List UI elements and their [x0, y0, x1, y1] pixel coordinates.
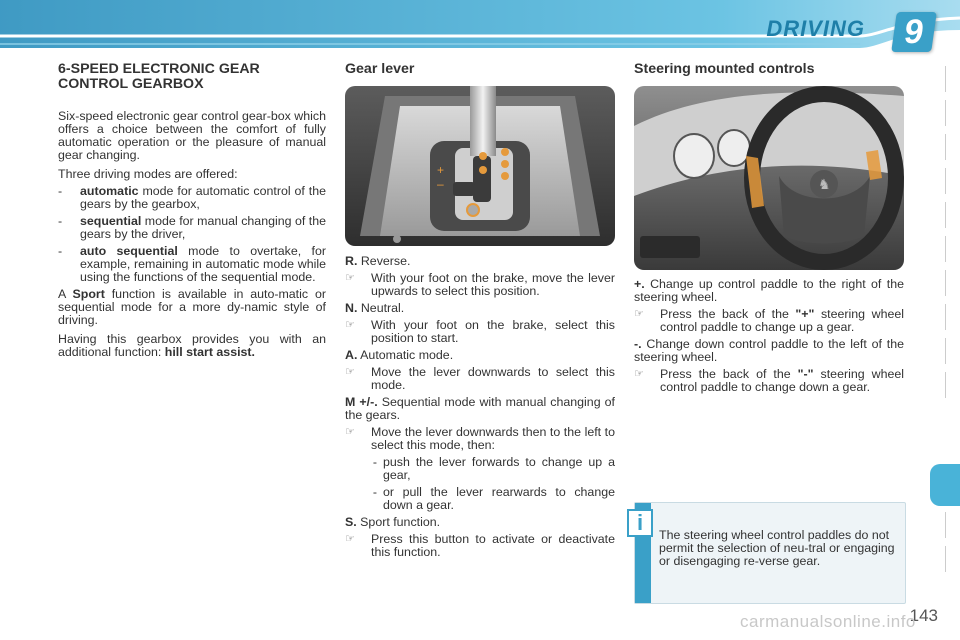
- steering-entries: [634, 278, 904, 398]
- hill-start-paragraph: Having this gearbox provides you with an additional function: hill start assist.: [58, 332, 326, 359]
- instruction-sport: ☞ Press this button to activate or deactivate this function.: [345, 532, 615, 559]
- chapter-tab[interactable]: [931, 236, 946, 262]
- instruction-neutral: ☞ With your foot on the brake, select this position to start.: [345, 318, 615, 345]
- gearbox-intro: Six-speed electronic gear control gear-box which offers a choice between the comfort of fully automatic operation or the pleasure of manual gear changing.: [58, 109, 326, 162]
- chapter-tab[interactable]: [931, 134, 946, 160]
- entry-neutral: N. Neutral.: [345, 301, 405, 315]
- pointer-icon: ☞: [345, 533, 355, 545]
- chapter-number-badge: 9: [891, 12, 937, 52]
- pointer-icon: ☞: [345, 366, 355, 378]
- gear-lever-title: Gear lever: [345, 61, 415, 77]
- pointer-icon: ☞: [345, 272, 355, 284]
- entry-reverse: R. Reverse.: [345, 254, 411, 268]
- steering-title: Steering mounted controls: [634, 61, 815, 77]
- mode-sequential: - sequential mode for manual changing of the gears by the driver,: [58, 214, 326, 241]
- chapter-tab[interactable]: [931, 66, 946, 92]
- chapter-tab[interactable]: [931, 338, 946, 364]
- pointer-icon: ☞: [345, 426, 355, 438]
- entry-automatic: A. Automatic mode.: [345, 348, 454, 362]
- entry-minus-paddle: -. Change down control paddle to the left of the steering wheel.: [634, 337, 904, 364]
- svg-text:–: –: [437, 177, 444, 191]
- modes-intro: Three driving modes are offered:: [58, 167, 238, 181]
- chapter-tabs: [930, 66, 960, 576]
- chapter-title: DRIVING: [766, 16, 865, 41]
- chapter-tab[interactable]: [931, 546, 946, 572]
- instruction-plus-paddle: ☞ Press the back of the "+" steering wheel control paddle to change up a gear.: [634, 307, 904, 334]
- chapter-tab[interactable]: [931, 270, 946, 296]
- mode-auto-sequential: - auto sequential mode to overtake, for example, remaining in automatic mode while using the functions of the sequential mode.: [58, 244, 326, 284]
- entry-sport: S. Sport function.: [345, 515, 441, 529]
- entry-sequential: M +/-. Sequential mode with manual changing of the gears.: [345, 395, 615, 422]
- instruction-minus-paddle: ☞ Press the back of the "-" steering wheel control paddle to change down a gear.: [634, 367, 905, 394]
- gear-lever-section: [345, 62, 615, 77]
- gear-lever-entries: [345, 255, 615, 563]
- chapter-tab[interactable]: [931, 168, 946, 194]
- gearbox-section: [58, 62, 326, 365]
- chapter-tab-active[interactable]: [930, 464, 960, 506]
- info-icon: i: [627, 509, 653, 537]
- gearbox-title: 6-SPEED ELECTRONIC GEAR CONTROL GEARBOX: [58, 61, 260, 92]
- info-text: The steering wheel control paddles do not permit the selection of neu-tral or engaging or disengaging re-verse gear.: [659, 528, 895, 568]
- pointer-icon: ☞: [345, 319, 355, 331]
- svg-text:♞: ♞: [818, 176, 831, 192]
- steering-section: [634, 62, 904, 77]
- chapter-tab[interactable]: [931, 512, 946, 538]
- pointer-icon: ☞: [634, 308, 644, 320]
- chapter-tab[interactable]: [931, 202, 946, 228]
- gear-lever-illustration: [345, 86, 615, 246]
- sub-item-up: - push the lever forwards to change up a gear,: [372, 455, 615, 482]
- instruction-sequential: ☞ Move the lever downwards then to the left to select this mode, then:: [345, 425, 615, 452]
- sport-paragraph: A Sport function is available in auto-matic or sequential mode for a more dy-namic style of driving.: [58, 287, 326, 327]
- sub-item-down: - or pull the lever rearwards to change down a gear.: [372, 485, 615, 512]
- page-number: 143: [909, 606, 938, 625]
- svg-text:+: +: [437, 163, 445, 177]
- instruction-reverse: ☞ With your foot on the brake, move the lever upwards to select this position.: [345, 271, 615, 298]
- info-box: [634, 502, 906, 604]
- steering-wheel-illustration: [634, 86, 904, 270]
- mode-automatic: - automatic mode for automatic control of the gears by the gearbox,: [58, 184, 326, 211]
- entry-plus-paddle: +. Change up control paddle to the right of the steering wheel.: [634, 277, 904, 304]
- chapter-tab[interactable]: [931, 372, 946, 398]
- instruction-automatic: ☞ Move the lever downwards to select this mode.: [345, 365, 615, 392]
- pointer-icon: ☞: [634, 368, 644, 380]
- chapter-tab[interactable]: [931, 100, 946, 126]
- watermark: carmanualsonline.info: [740, 612, 916, 631]
- chapter-tab[interactable]: [931, 304, 946, 330]
